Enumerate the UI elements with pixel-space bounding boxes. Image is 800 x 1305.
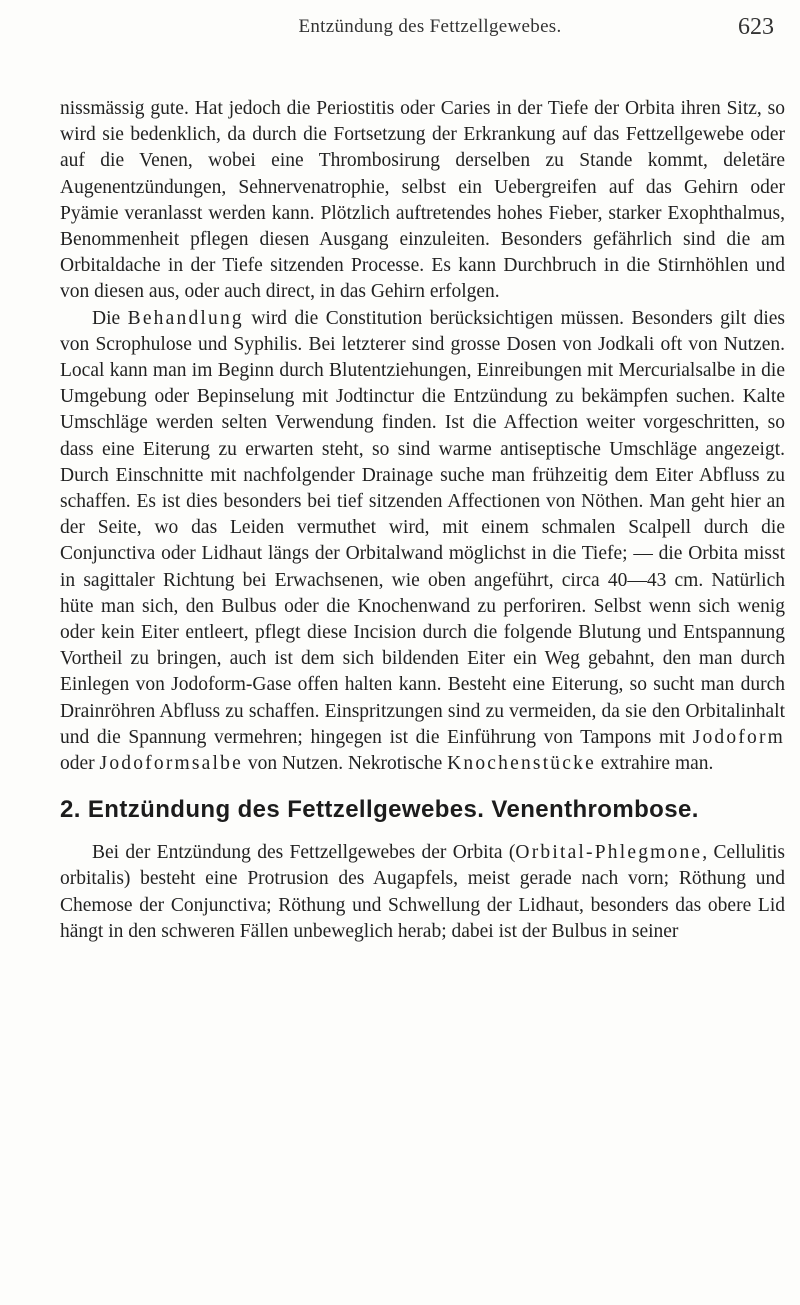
spaced-term: Jodoformsalbe xyxy=(99,753,243,775)
paragraph-text: , Cellulitis orbitalis) besteht eine Protrusion des Augapfels, meist gerade nach vorn; Röthung und Chemose der Conjunctiva; Röthung und Schwellung der Lidhaut, besonders das obere Lid hängt in den schweren Fällen unbeweglich herab; dabei ist der Bulbus in seiner xyxy=(60,842,786,942)
paragraph-text: nissmässig gute. Hat jedoch die Periostitis oder Caries in der Tiefe der Orbita ihren Sitz, so wird sie bedenklich, da durch die Fortsetzung der Erkrankung auf das Fettzellgewebe oder auf die Venen, wobei eine Thrombosirung derselben zu Stande kommt, deletäre Augenentzündungen, Sehnervenatrophie, selbst ein Uebergreifen auf das Gehirn oder Pyämie veranlasst werden kann. Plötzlich auftretendes hohes Fieber, starker Exophthalmus, Benommenheit pflegen diesen Ausgang einzuleiten. Besonders gefährlich sind die am Orbitaldache in der Tiefe sitzenden Processe. Es kann Durchbruch in die Stirnhöhlen und von diesen aus, oder auch direct, in das Gehirn erfolgen. xyxy=(60,98,785,303)
spaced-term: Knochenstücke xyxy=(447,753,596,775)
paragraph-behandlung xyxy=(60,306,785,778)
spaced-term: Behandlung xyxy=(127,307,244,329)
running-head xyxy=(60,12,800,72)
paragraph-periostitis xyxy=(60,96,785,306)
page-number: 623 xyxy=(738,14,774,40)
paragraph-text: wird die Constitution berücksichtigen müssen. Besonders gilt dies von Scrophulose und Syphilis. Bei letzterer sind grosse Dosen von Jodkali oft von Nutzen. Local kann man im Beginn durch Blutentziehungen, Einreibungen mit Mercurialsalbe in die Umgebung oder Bepinselung mit Jodtinctur die Entzündung zu bekämpfen suchen. Kalte Umschläge werden selten Verwendung finden. Ist die Affection weiter vorgeschritten, so dass eine Eiterung zu erwarten steht, so sind warme antiseptische Umschläge angezeigt. Durch Einschnitte mit nachfolgender Drainage suche man frühzeitig dem Eiter Abfluss zu schaffen. Es ist dies besonders bei tief sitzenden Affectionen von Nöthen. Man geht hier an der Seite, wo das Leiden vermuthet wird, mit einem schmalen Scalpell durch die Conjunctiva oder Lidhaut längs der Orbitalwand möglichst in die Tiefe; — die Orbita misst in sagittaler Richtung bei Erwachsenen, wie oben angeführt, circa 40—43 cm. Natürlich hüte man sich, den Bulbus oder die Knochenwand zu perforiren. Selbst wenn sich wenig oder kein Eiter entleert, pflegt diese Incision durch die folgende Blutung und Entspannung Vortheil zu bringen, auch ist dem sich bildenden Eiter ein Weg gebahnt, den man durch Einlegen von Jodoform-Gase offen halten kann. Besteht eine Eiterung, so sucht man durch Drainröhren Abfluss zu schaffen. Einspritzungen sind zu vermeiden, da sie den Orbitalinhalt und die Spannung vermehren; hingegen ist die Einführung von Tampons mit xyxy=(60,307,786,748)
paragraph-text: extrahire man. xyxy=(595,753,714,775)
paragraph-text: Die xyxy=(92,307,128,329)
spaced-term: Orbital-Phlegmone xyxy=(515,842,703,864)
spaced-term: Jodoform xyxy=(692,726,785,748)
running-title: Entzündung des Fettzellgewebes. xyxy=(298,16,562,37)
paragraph-text: von Nutzen. Nekrotische xyxy=(242,753,448,775)
section-heading: 2. Entzündung des Fettzellgewebes. Venenthrombose. xyxy=(60,796,699,824)
page-body xyxy=(60,96,785,945)
paragraph-fettzellgewebe xyxy=(60,840,785,945)
paragraph-text: oder xyxy=(60,753,100,775)
paragraph-text: Bei der Entzündung des Fettzellgewebes der Orbita ( xyxy=(92,842,516,864)
